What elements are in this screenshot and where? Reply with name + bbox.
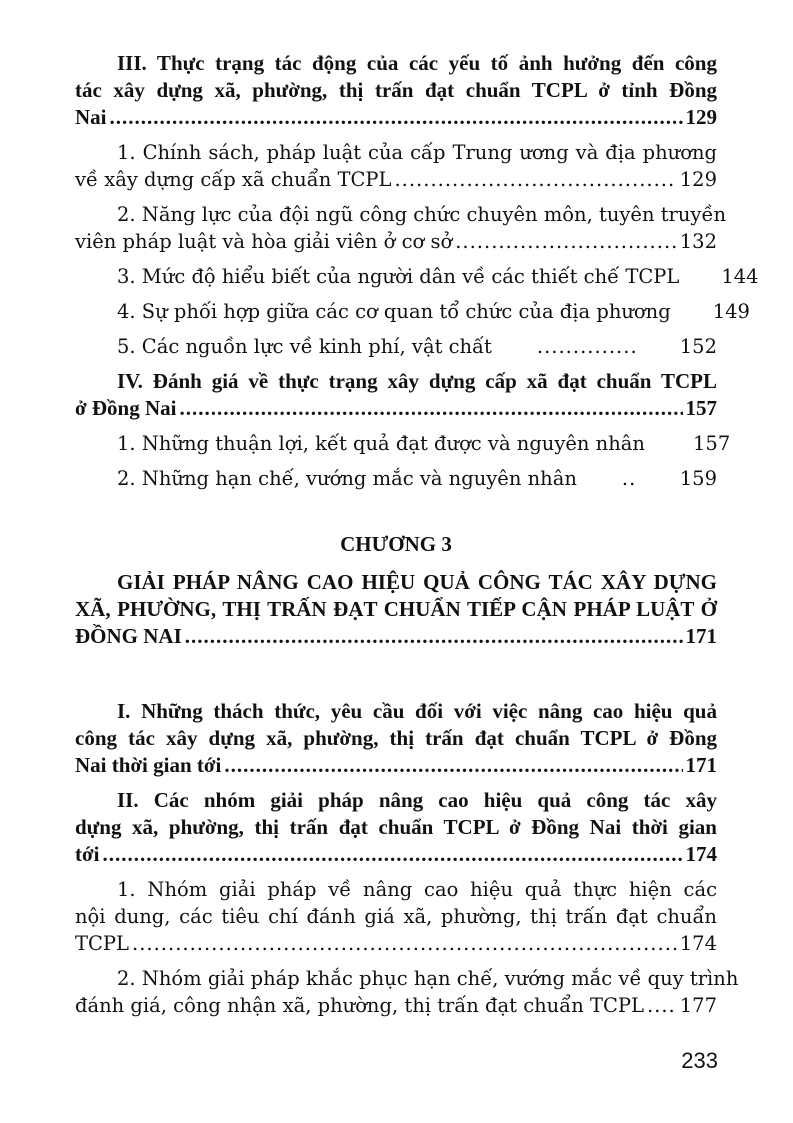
toc-entry-3-2[interactable] xyxy=(75,201,727,255)
toc-entry-3-1[interactable] xyxy=(75,139,717,193)
page-number: 233 xyxy=(681,1048,718,1073)
leader-dots xyxy=(132,930,677,957)
leader-dots xyxy=(580,465,635,492)
leader-dots xyxy=(455,228,677,255)
page-ref: 157 xyxy=(693,432,731,455)
leader-dots xyxy=(179,395,682,422)
entry-line: 1. Nhóm giải pháp về nâng cao hiệu quả thực hiện các xyxy=(117,878,717,901)
toc-entry-section-3[interactable] xyxy=(75,50,717,131)
entry-line: 2. Năng lực của đội ngũ công chức chuyên môn, tuyên truyền xyxy=(117,203,727,226)
entry-line: về xây dựng cấp xã chuẩn TCPL xyxy=(75,168,392,191)
entry-line: I. Những thách thức, yêu cầu đối với việc nâng cao hiệu quả xyxy=(117,699,717,723)
leader-dots xyxy=(110,104,683,131)
toc-entry-c3-2-1[interactable] xyxy=(75,876,717,957)
page-ref: 177 xyxy=(679,994,717,1017)
entry-line: nội dung, các tiêu chí đánh giá xã, phường, thị trấn đạt chuẩn xyxy=(75,905,717,928)
toc-page xyxy=(75,50,759,1027)
entry-line: GIẢI PHÁP NÂNG CAO HIỆU QUẢ CÔNG TÁC XÂY DỰNG xyxy=(117,570,717,594)
leader-dots xyxy=(102,841,682,868)
entry-line: TCPL xyxy=(75,932,129,955)
page-ref: 129 xyxy=(679,168,717,191)
leader-dots xyxy=(224,752,682,779)
toc-entry-chapter-3[interactable] xyxy=(75,569,717,650)
toc-entry-section-4[interactable] xyxy=(75,368,717,422)
toc-entry-3-5[interactable] xyxy=(75,333,717,360)
entry-line: 1. Những thuận lợi, kết quả đạt được và nguyên nhân xyxy=(117,432,645,455)
page-ref: 171 xyxy=(685,624,717,648)
entry-line: III. Thực trạng tác động của các yếu tố ảnh hưởng đến công xyxy=(117,51,717,75)
toc-entry-4-1[interactable] xyxy=(75,430,731,457)
leader-dots xyxy=(394,166,676,193)
toc-entry-3-3[interactable] xyxy=(75,263,759,290)
entry-line: IV. Đánh giá về thực trạng xây dựng cấp xã đạt chuẩn TCPL xyxy=(117,369,717,393)
entry-line: Nai thời gian tới xyxy=(75,753,222,777)
chapter-heading: CHƯƠNG 3 xyxy=(340,532,452,556)
leader-dots xyxy=(647,992,677,1019)
toc-entry-c3-2-2[interactable] xyxy=(75,965,739,1019)
entry-line: 2. Những hạn chế, vướng mắc và nguyên nhân xyxy=(117,467,577,490)
entry-line: viên pháp luật và hòa giải viên ở cơ sở xyxy=(75,230,453,253)
entry-line: XÃ, PHƯỜNG, THỊ TRẤN ĐẠT CHUẨN TIẾP CẬN PHÁP LUẬT Ở xyxy=(75,597,717,621)
page-ref: 132 xyxy=(679,230,717,253)
entry-line: ĐỒNG NAI xyxy=(75,624,182,648)
entry-line: 4. Sự phối hợp giữa các cơ quan tổ chức của địa phương xyxy=(117,300,671,323)
entry-line: đánh giá, công nhận xã, phường, thị trấn đạt chuẩn TCPL xyxy=(75,994,644,1017)
entry-line: II. Các nhóm giải pháp nâng cao hiệu quả công tác xây xyxy=(117,788,717,812)
entry-line: 1. Chính sách, pháp luật của cấp Trung ương và địa phương xyxy=(117,141,717,164)
page-ref: 149 xyxy=(712,300,750,323)
entry-line: Nai xyxy=(75,105,107,129)
entry-line: 2. Nhóm giải pháp khắc phục hạn chế, vướng mắc về quy trình xyxy=(117,967,739,990)
entry-line: tác xây dựng xã, phường, thị trấn đạt chuẩn TCPL ở tỉnh Đồng xyxy=(75,78,717,102)
toc-entry-c3-1[interactable] xyxy=(75,698,717,779)
page-ref: 129 xyxy=(685,105,717,129)
leader-dots xyxy=(495,333,635,360)
entry-line: công tác xây dựng xã, phường, thị trấn đạt chuẩn TCPL ở Đồng xyxy=(75,726,717,750)
entry-line: 5. Các nguồn lực về kinh phí, vật chất xyxy=(117,335,492,358)
page-ref: 152 xyxy=(679,335,717,358)
page-ref: 174 xyxy=(685,842,717,866)
page-ref: 157 xyxy=(685,396,717,420)
toc-entry-3-4[interactable] xyxy=(75,298,750,325)
page-ref: 144 xyxy=(721,265,759,288)
toc-entry-4-2[interactable] xyxy=(75,465,717,492)
toc-entry-c3-2[interactable] xyxy=(75,787,717,868)
page-ref: 171 xyxy=(685,753,717,777)
entry-line: dựng xã, phường, thị trấn đạt chuẩn TCPL ở Đồng Nai thời gian xyxy=(75,815,717,839)
page-ref: 174 xyxy=(679,932,717,955)
entry-line: 3. Mức độ hiểu biết của người dân về các thiết chế TCPL xyxy=(117,265,680,288)
entry-line: tới xyxy=(75,842,100,866)
entry-line: ở Đồng Nai xyxy=(75,396,177,420)
leader-dots xyxy=(185,623,683,650)
page-ref: 159 xyxy=(679,467,717,490)
